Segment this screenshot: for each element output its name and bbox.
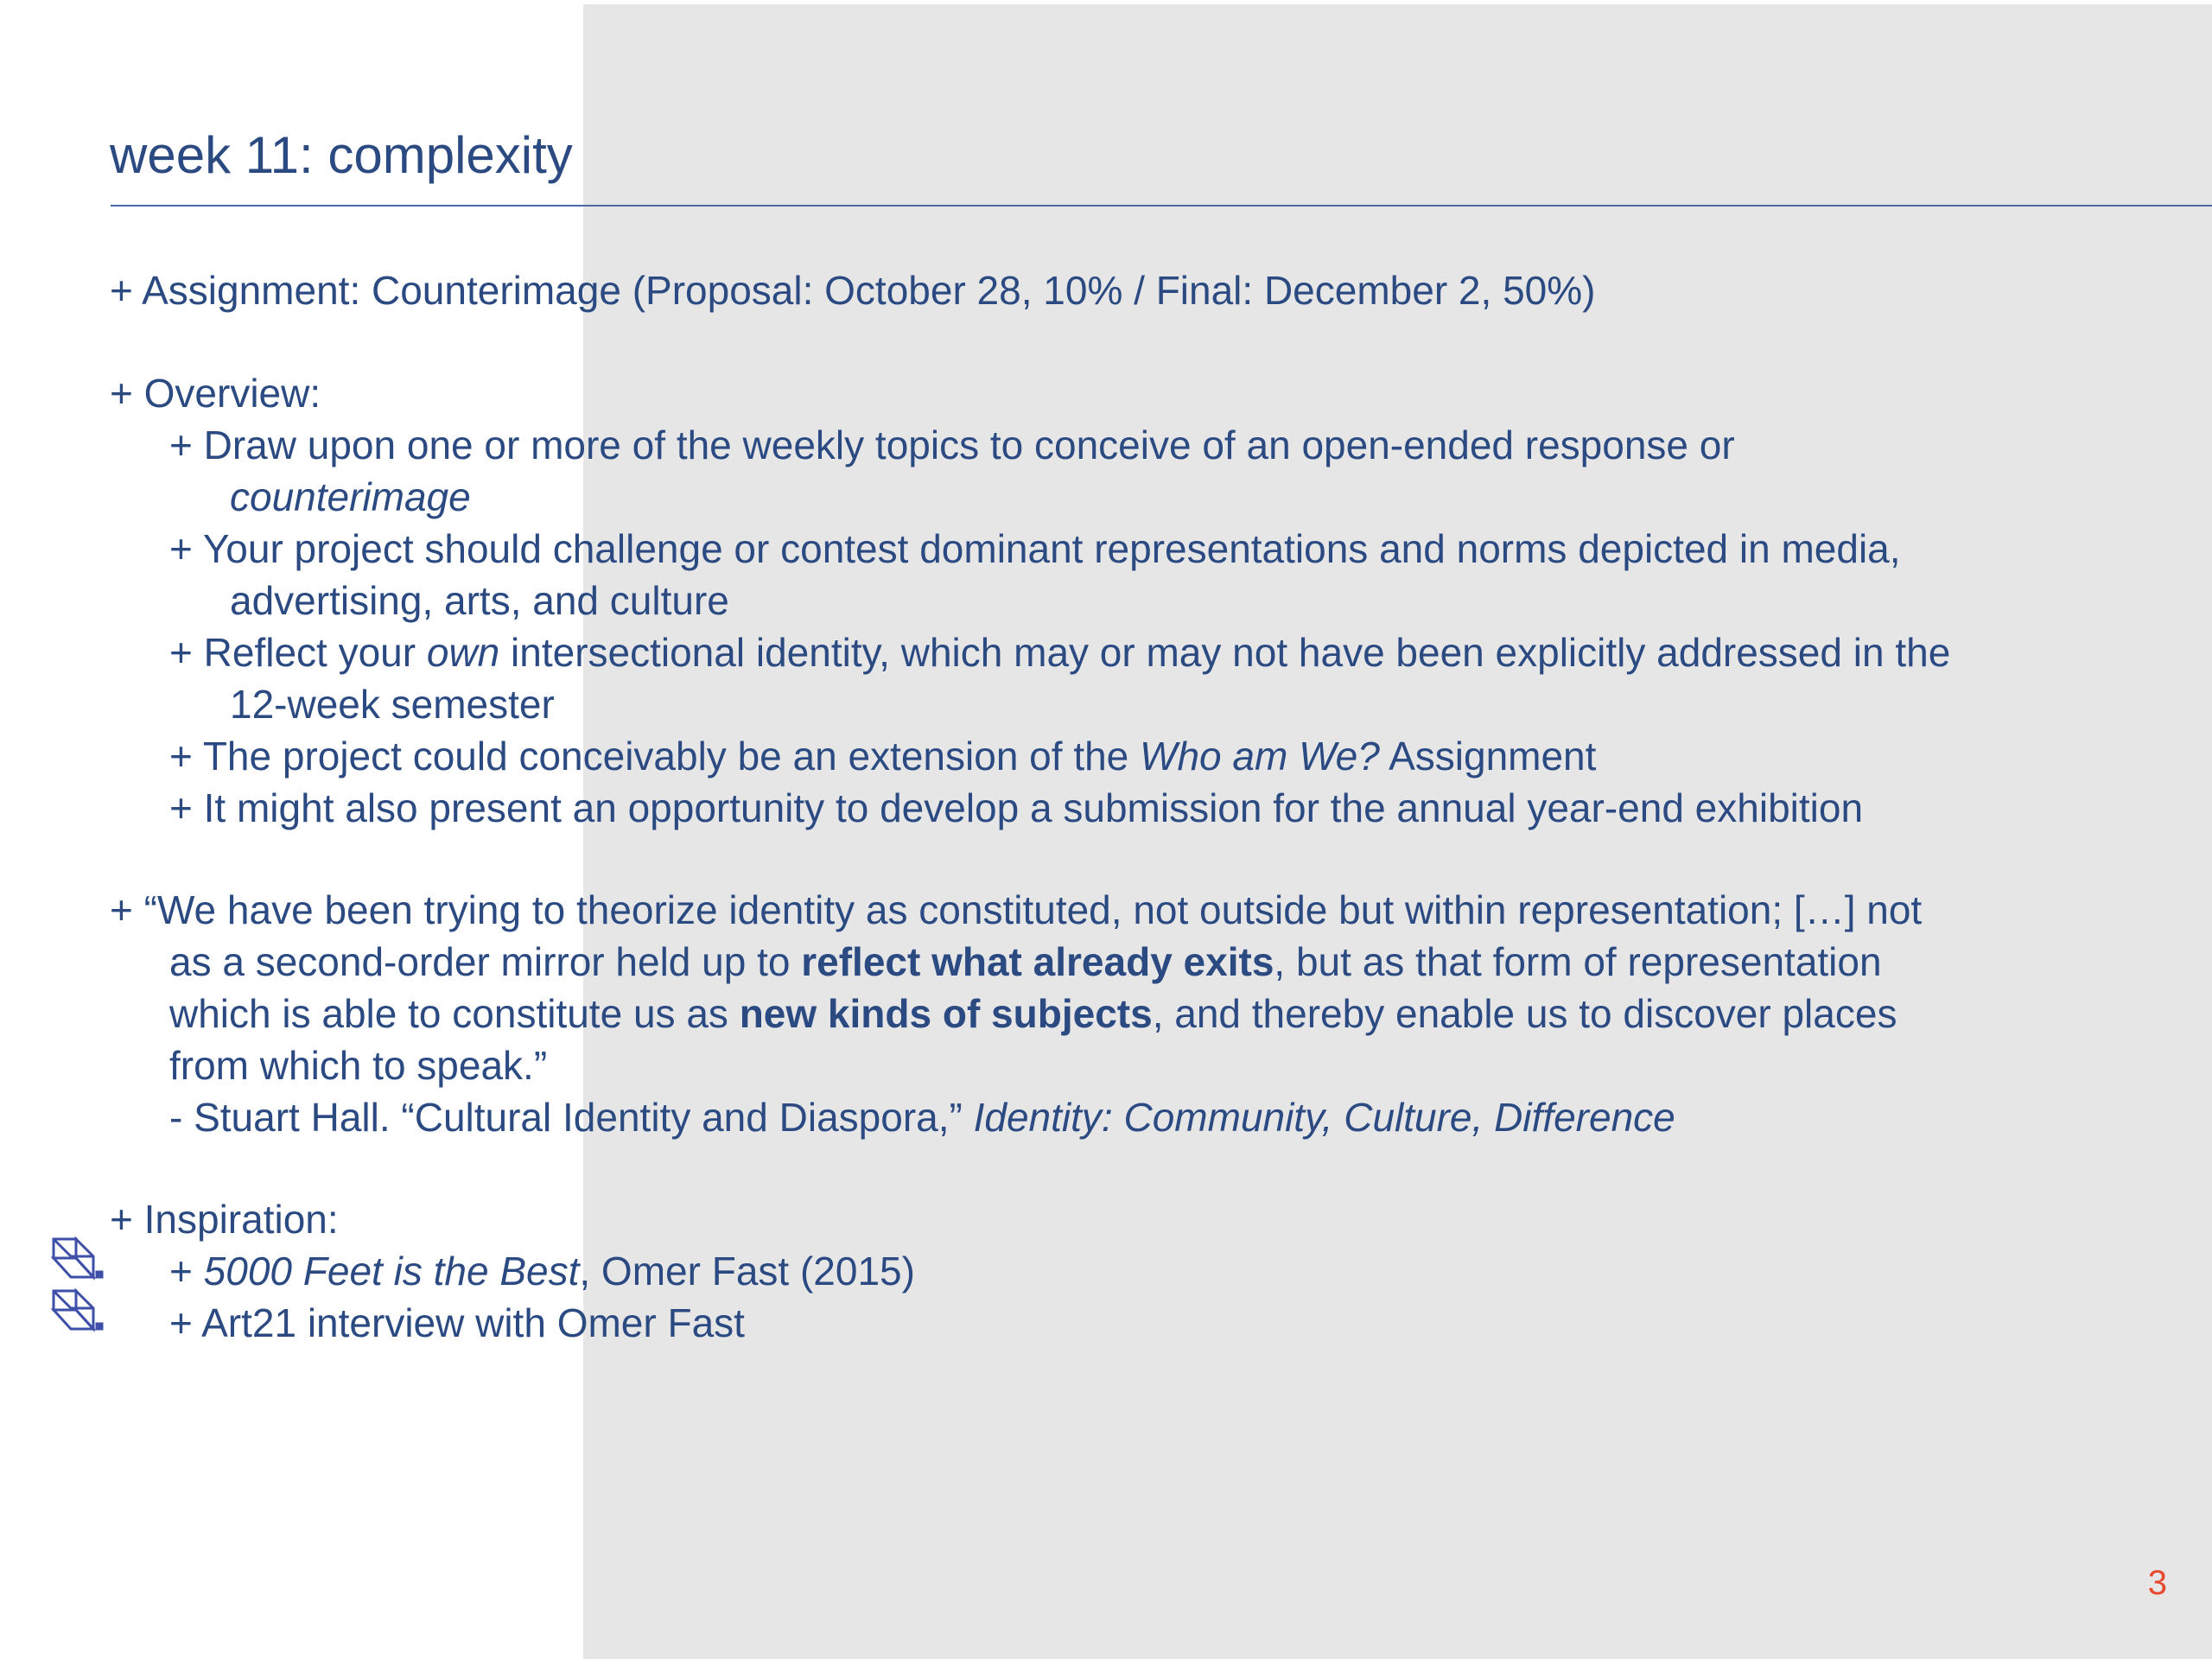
quote-line-2-prefix: as a second-order mirror held up to <box>169 939 802 984</box>
inspiration-item-1-title: 5000 Feet is the Best <box>203 1249 580 1294</box>
overview-item-3 <box>169 626 1950 678</box>
overview-item-3-suffix: intersectional identity, which may or may not have been explicitly addressed in the <box>499 630 1951 675</box>
overview-item-4 <box>169 730 1596 782</box>
overview-item-2-cont: advertising, arts, and culture <box>230 578 729 623</box>
inspiration-item-2[interactable]: + Art21 interview with Omer Fast <box>169 1300 745 1345</box>
quote-line-4: from which to speak.” <box>169 1043 548 1088</box>
quote-attribution <box>169 1091 1675 1143</box>
inspiration-item-1-suffix: , Omer Fast (2015) <box>579 1249 915 1294</box>
overview-item-3-cont: 12-week semester <box>230 682 555 727</box>
quote-attribution-source: Identity: Community, Culture, Difference <box>973 1095 1675 1140</box>
overview-item-4-emphasis: Who am We? <box>1140 734 1380 779</box>
overview-item-5: + It might also present an opportunity to develop a submission for the annual year-end exhibition <box>169 785 1864 830</box>
overview-item-1: + Draw upon one or more of the weekly topics to conceive of an open-ended response or <box>169 423 1735 467</box>
assignment-line: + Assignment: Counterimage (Proposal: October 28, 10% / Final: December 2, 50%) <box>110 268 1596 313</box>
quote-line-2-suffix: , but as that form of representation <box>1274 939 1882 984</box>
overview-item-4-suffix: Assignment <box>1379 734 1597 779</box>
overview-item-3-emphasis: own <box>426 630 500 675</box>
overview-heading: + Overview: <box>110 371 321 416</box>
inspiration-heading: + Inspiration: <box>110 1197 339 1242</box>
overview-item-1-cont: counterimage <box>230 474 471 519</box>
page-number: 3 <box>2147 1564 2167 1602</box>
inspiration-item-1[interactable] <box>169 1245 915 1297</box>
quote-line-3-bold: new kinds of subjects <box>739 991 1153 1036</box>
overview-item-3-prefix: + Reflect your <box>169 630 427 675</box>
slide-title: week 11: complexity <box>110 126 573 184</box>
overview-item-2: + Your project should challenge or contest dominant representations and norms depicted in media, <box>169 526 1901 571</box>
quote-line-3-prefix: which is able to constitute us as <box>169 991 740 1036</box>
hyperlink-icon[interactable] <box>50 1234 104 1287</box>
overview-item-4-prefix: + The project could conceivably be an extension of the <box>169 734 1141 779</box>
inspiration-item-1-prefix: + <box>169 1249 204 1294</box>
quote-line-2-bold: reflect what already exits <box>801 939 1274 984</box>
title-divider <box>111 205 2212 207</box>
quote-line-3-suffix: , and thereby enable us to discover places <box>1152 991 1897 1036</box>
hyperlink-icon[interactable] <box>50 1286 104 1339</box>
quote-line-1: + “We have been trying to theorize identity as constituted, not outside but within representation; […] not <box>110 887 1923 932</box>
quote-line-3 <box>169 988 1897 1039</box>
quote-attribution-prefix: - Stuart Hall. “Cultural Identity and Diaspora,” <box>169 1095 974 1140</box>
quote-line-2 <box>169 936 1882 988</box>
